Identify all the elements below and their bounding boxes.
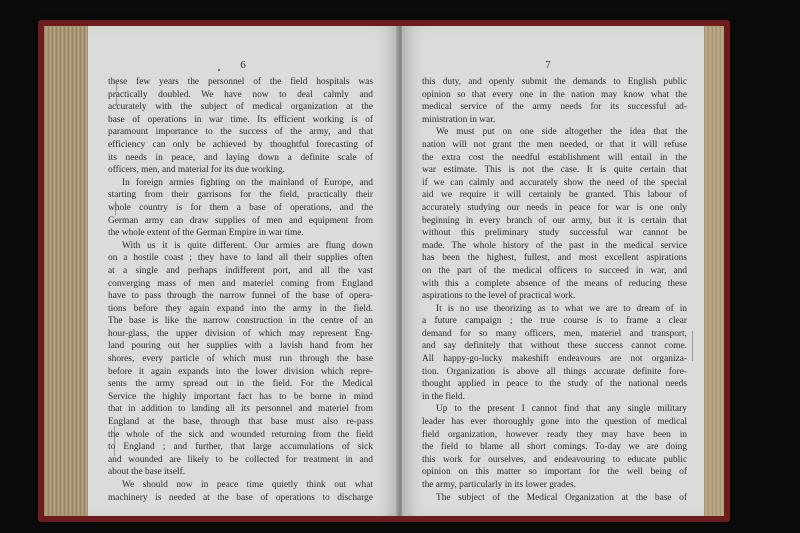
text-line: machinery is needed at the base of operations to discharge	[108, 492, 373, 503]
text-line: efficiency can only be achieved by thoughtful forecasting of	[108, 139, 373, 150]
text-line: Service the highly important fact has to be borne in mind	[108, 391, 373, 402]
text-line: With us it is quite different. Our armies are flung down	[122, 240, 373, 251]
text-line: on the part of the medical officers to succeed in war, and	[422, 265, 687, 276]
text-line: It is no use theorizing as to what we are to dream of in	[436, 303, 687, 314]
text-line: ministration in war.	[422, 114, 496, 125]
left-page-edges	[44, 26, 92, 516]
text-line: at a single and perhaps indifferent port, and all the vast	[108, 265, 373, 276]
text-line: about the base itself.	[108, 467, 186, 478]
text-line: these few years the personnel of the field hospitals was	[108, 77, 373, 87]
text-line: whole country is for them a base of operations, and the	[108, 202, 373, 213]
text-line: the whole extent of the German Empire in war time.	[108, 228, 304, 239]
text-line: its needs in peace, and laying down a definite scale of	[108, 152, 373, 163]
text-line: with this a complete absence of the means of reducing these	[422, 278, 687, 289]
text-line: We must put on one side altogether the idea that the	[436, 127, 687, 138]
text-line: shores, every particle of which must run through the base	[108, 354, 373, 365]
text-line: tions before they again expand into the army in the field.	[108, 303, 373, 314]
text-line: have to pass through the narrow funnel of the base of opera-	[108, 291, 373, 302]
text-line: medical service of the army needs for its successful ad-	[422, 102, 687, 113]
text-line: made. The whole history of the past in the medical service	[422, 240, 687, 251]
text-line: paramount importance to the success of the army, and that	[108, 127, 373, 138]
pencil-mark	[114, 426, 115, 456]
text-line: this work for ourselves, and endeavouring to educate public	[422, 454, 687, 465]
text-line: if we can calmly and accurately show the need of the special	[422, 177, 687, 188]
text-line: sents the army spread out in the field. For the Medical	[108, 379, 373, 390]
text-line: officers, men, and material for its due working.	[108, 165, 285, 176]
text-line: land pouring out her supplies with a lavish hand from her	[108, 341, 373, 352]
text-line: accurately with the subject of medical organization at the	[108, 102, 373, 113]
text-line: field organization, however ready they may have been in	[422, 429, 687, 440]
page-number-right: 7	[545, 59, 551, 71]
pencil-mark	[115, 201, 116, 215]
text-line: practically doubled. We have now to deal calmly and	[108, 89, 373, 100]
text-line: accurately studying our needs in peace for war is one only	[422, 202, 687, 213]
text-line: without this preliminary study successful war cannot be	[422, 228, 687, 239]
text-line: the army, particularly in its lower grades.	[422, 480, 577, 490]
text-line: converging mass of men and materiel coming from England	[108, 278, 373, 289]
text-line: beginning in every branch of our army, but it is certain that	[422, 215, 687, 226]
text-line: German army can draw supplies of men and equipment from	[108, 215, 373, 226]
text-line: Up to the present I cannot find that any single military	[436, 404, 687, 415]
text-line: hour-glass, the upper division of which may represent Eng-	[108, 328, 373, 339]
right-page	[402, 26, 704, 516]
text-line: this duty, and openly submit the demands to English public	[422, 77, 687, 87]
left-page	[88, 26, 398, 516]
text-line: the field to blame all short comings. To-day we are doing	[422, 442, 687, 453]
text-line: starting from their garrisons for the field, practically their	[108, 190, 373, 201]
text-line: The base is like the narrow construction in the centre of an	[108, 316, 373, 327]
text-line: nation will not grant the men needed, or that it will refuse	[422, 139, 687, 150]
text-line: All happy-go-lucky makeshift endeavours are not organiza-	[422, 354, 687, 365]
right-page-text	[422, 76, 687, 504]
text-line: thought applied in peace to the study of the national needs	[422, 379, 687, 390]
text-line: the whole of the sick and wounded returning from the field	[108, 429, 373, 440]
text-line: aspirations to the level of practical work.	[422, 291, 576, 302]
text-line: England at the base, through that base must also re-pass	[108, 417, 373, 428]
text-line: In foreign armies fighting on the mainland of Europe, and	[122, 177, 373, 188]
text-line: war estimate. This is not the case. It is quite certain that	[422, 165, 687, 176]
text-line: the extra cost the needful establishment will entail in the	[422, 152, 687, 163]
text-line: in the field.	[422, 391, 465, 402]
page-number-left: 6	[240, 59, 246, 71]
text-line: aid we require it will certainly be granted. This labour of	[422, 190, 687, 201]
text-line: that in addition to landing all its personnel and materiel from	[108, 404, 373, 415]
text-line: before it again expands into the lower division which repre-	[108, 366, 373, 377]
text-line: to England ; and further, that large accumulations of sick	[108, 442, 373, 453]
text-line: tion. Organization is above all things accurate definite fore-	[422, 366, 687, 377]
text-line: on a hostile coast ; they have to land all their supplies often	[108, 253, 373, 264]
text-line: and wounded are likely to be collected for treatment in and	[108, 454, 373, 465]
pencil-mark	[116, 84, 117, 106]
text-line: We should now in peace time quietly think out what	[122, 480, 373, 490]
pencil-mark	[692, 331, 693, 361]
text-line: leader has ever thoroughly gone into the question of medical	[422, 417, 687, 428]
ink-dot	[218, 69, 220, 71]
text-line: opinion on this matter so important for the well being of	[422, 467, 687, 478]
text-line: opinion so that every one in the nation may know what the	[422, 89, 687, 100]
text-line: a future campaign ; the true course is to frame a clear	[422, 316, 687, 327]
text-line: base of operations in war time. Its efficient working is of	[108, 114, 373, 125]
text-line: and say definitely that without these success cannot come.	[422, 341, 687, 352]
left-page-text	[108, 76, 373, 504]
text-line: has been the highest, fullest, and most excellent aspirations	[422, 253, 687, 264]
text-line: demand for so many officers, men, materiel and transport,	[422, 328, 687, 339]
text-line: The subject of the Medical Organization at the base of	[436, 492, 687, 503]
